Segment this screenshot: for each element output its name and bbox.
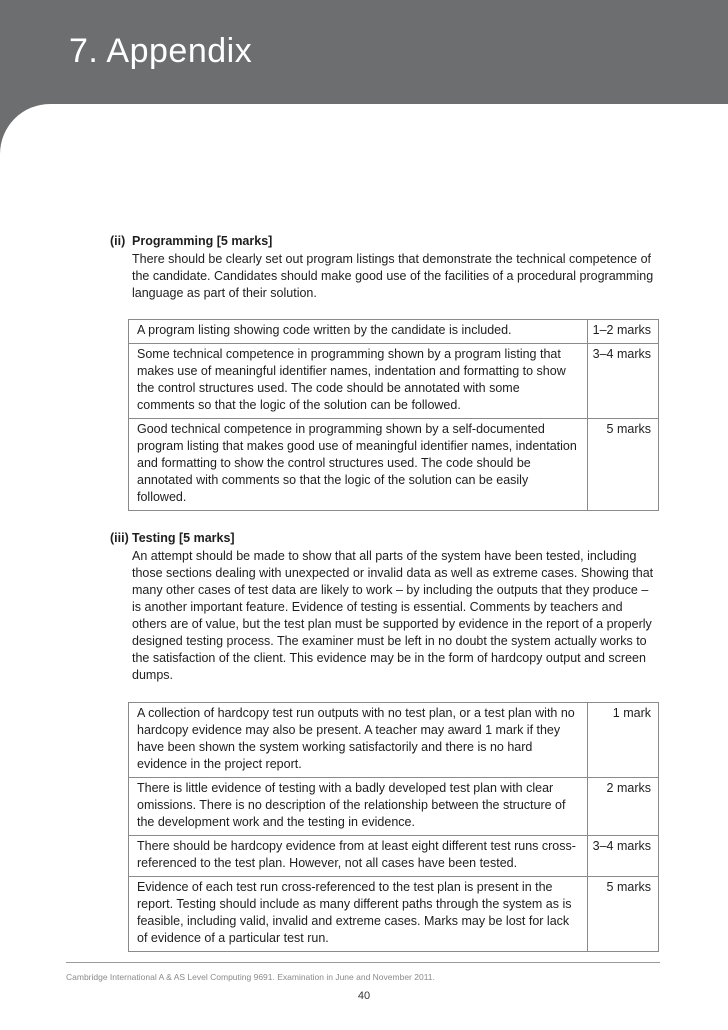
page-number: 40	[357, 990, 371, 1002]
footer-divider	[66, 962, 660, 963]
marks-cell: 5 marks	[588, 419, 659, 511]
header-curve	[0, 104, 728, 154]
section-number: (iii)	[110, 531, 129, 545]
header-band	[0, 0, 728, 104]
marks-cell: 5 marks	[588, 877, 659, 952]
section-heading: Programming [5 marks]	[132, 234, 273, 248]
criteria-cell: Good technical competence in programming shown by a self-documented program listing that makes good use of meaningful identifier names, indentation and formatting to show the control structures used. The code should be annotated with comments so that the logic of the solution can be easily followed.	[129, 419, 588, 511]
section-number: (ii)	[110, 234, 126, 248]
footer-text: Cambridge International A & AS Level Computing 9691. Examination in June and November 2011.	[66, 972, 435, 982]
marks-cell: 2 marks	[588, 778, 659, 836]
marks-cell: 3–4 marks	[588, 344, 659, 419]
criteria-cell: A program listing showing code written by the candidate is included.	[129, 320, 588, 344]
programming-marks-table	[128, 319, 659, 511]
criteria-cell: Some technical competence in programming shown by a program listing that makes use of meaningful identifier names, indentation and formatting to show the control structures used. The code should be annotated with some comments so that the logic of the solution can be followed.	[129, 344, 588, 419]
table-row	[129, 877, 659, 952]
section-paragraph: There should be clearly set out program listings that demonstrate the technical competence of the candidate. Candidates should make good use of the facilities of a procedural programming language as part of their solution.	[132, 252, 654, 300]
table-row	[129, 836, 659, 877]
marks-cell: 1 mark	[588, 703, 659, 778]
table-row	[129, 344, 659, 419]
table-row	[129, 320, 659, 344]
criteria-cell: There should be hardcopy evidence from at least eight different test runs cross-referenced to the test plan. However, not all cases have been tested.	[129, 836, 588, 877]
criteria-cell: A collection of hardcopy test run outputs with no test plan, or a test plan with no hardcopy evidence may also be present. A teacher may award 1 mark if they have been shown the system working satisfactorily and there is no hard evidence in the project report.	[129, 703, 588, 778]
table-row	[129, 419, 659, 511]
table-row	[129, 703, 659, 778]
criteria-cell: There is little evidence of testing with a badly developed test plan with clear omissions. There is no description of the relationship between the structure of the development work and the testing in evidence.	[129, 778, 588, 836]
marks-cell: 3–4 marks	[588, 836, 659, 877]
section-heading: Testing [5 marks]	[132, 531, 235, 545]
table-row	[129, 778, 659, 836]
section-paragraph: An attempt should be made to show that all parts of the system have been tested, including those sections dealing with unexpected or invalid data as well as extreme cases. Showing that many other cases of test data are likely to work – by including the outputs that they produce – is another important feature. Evidence of testing is essential. Comments by teachers and others are of value, but the test plan must be supported by evidence in the report of a properly designed testing process. The examiner must be left in no doubt the system actually works to the satisfaction of the client. This evidence may be in the form of hardcopy output and screen dumps.	[132, 549, 654, 682]
testing-marks-table	[128, 702, 659, 952]
criteria-cell: Evidence of each test run cross-referenced to the test plan is present in the report. Testing should include as many different paths through the system as is feasible, including valid, invalid and extreme cases. Marks may be lost for lack of evidence of a particular test run.	[129, 877, 588, 952]
marks-cell: 1–2 marks	[588, 320, 659, 344]
page-title: 7. Appendix	[69, 32, 253, 70]
